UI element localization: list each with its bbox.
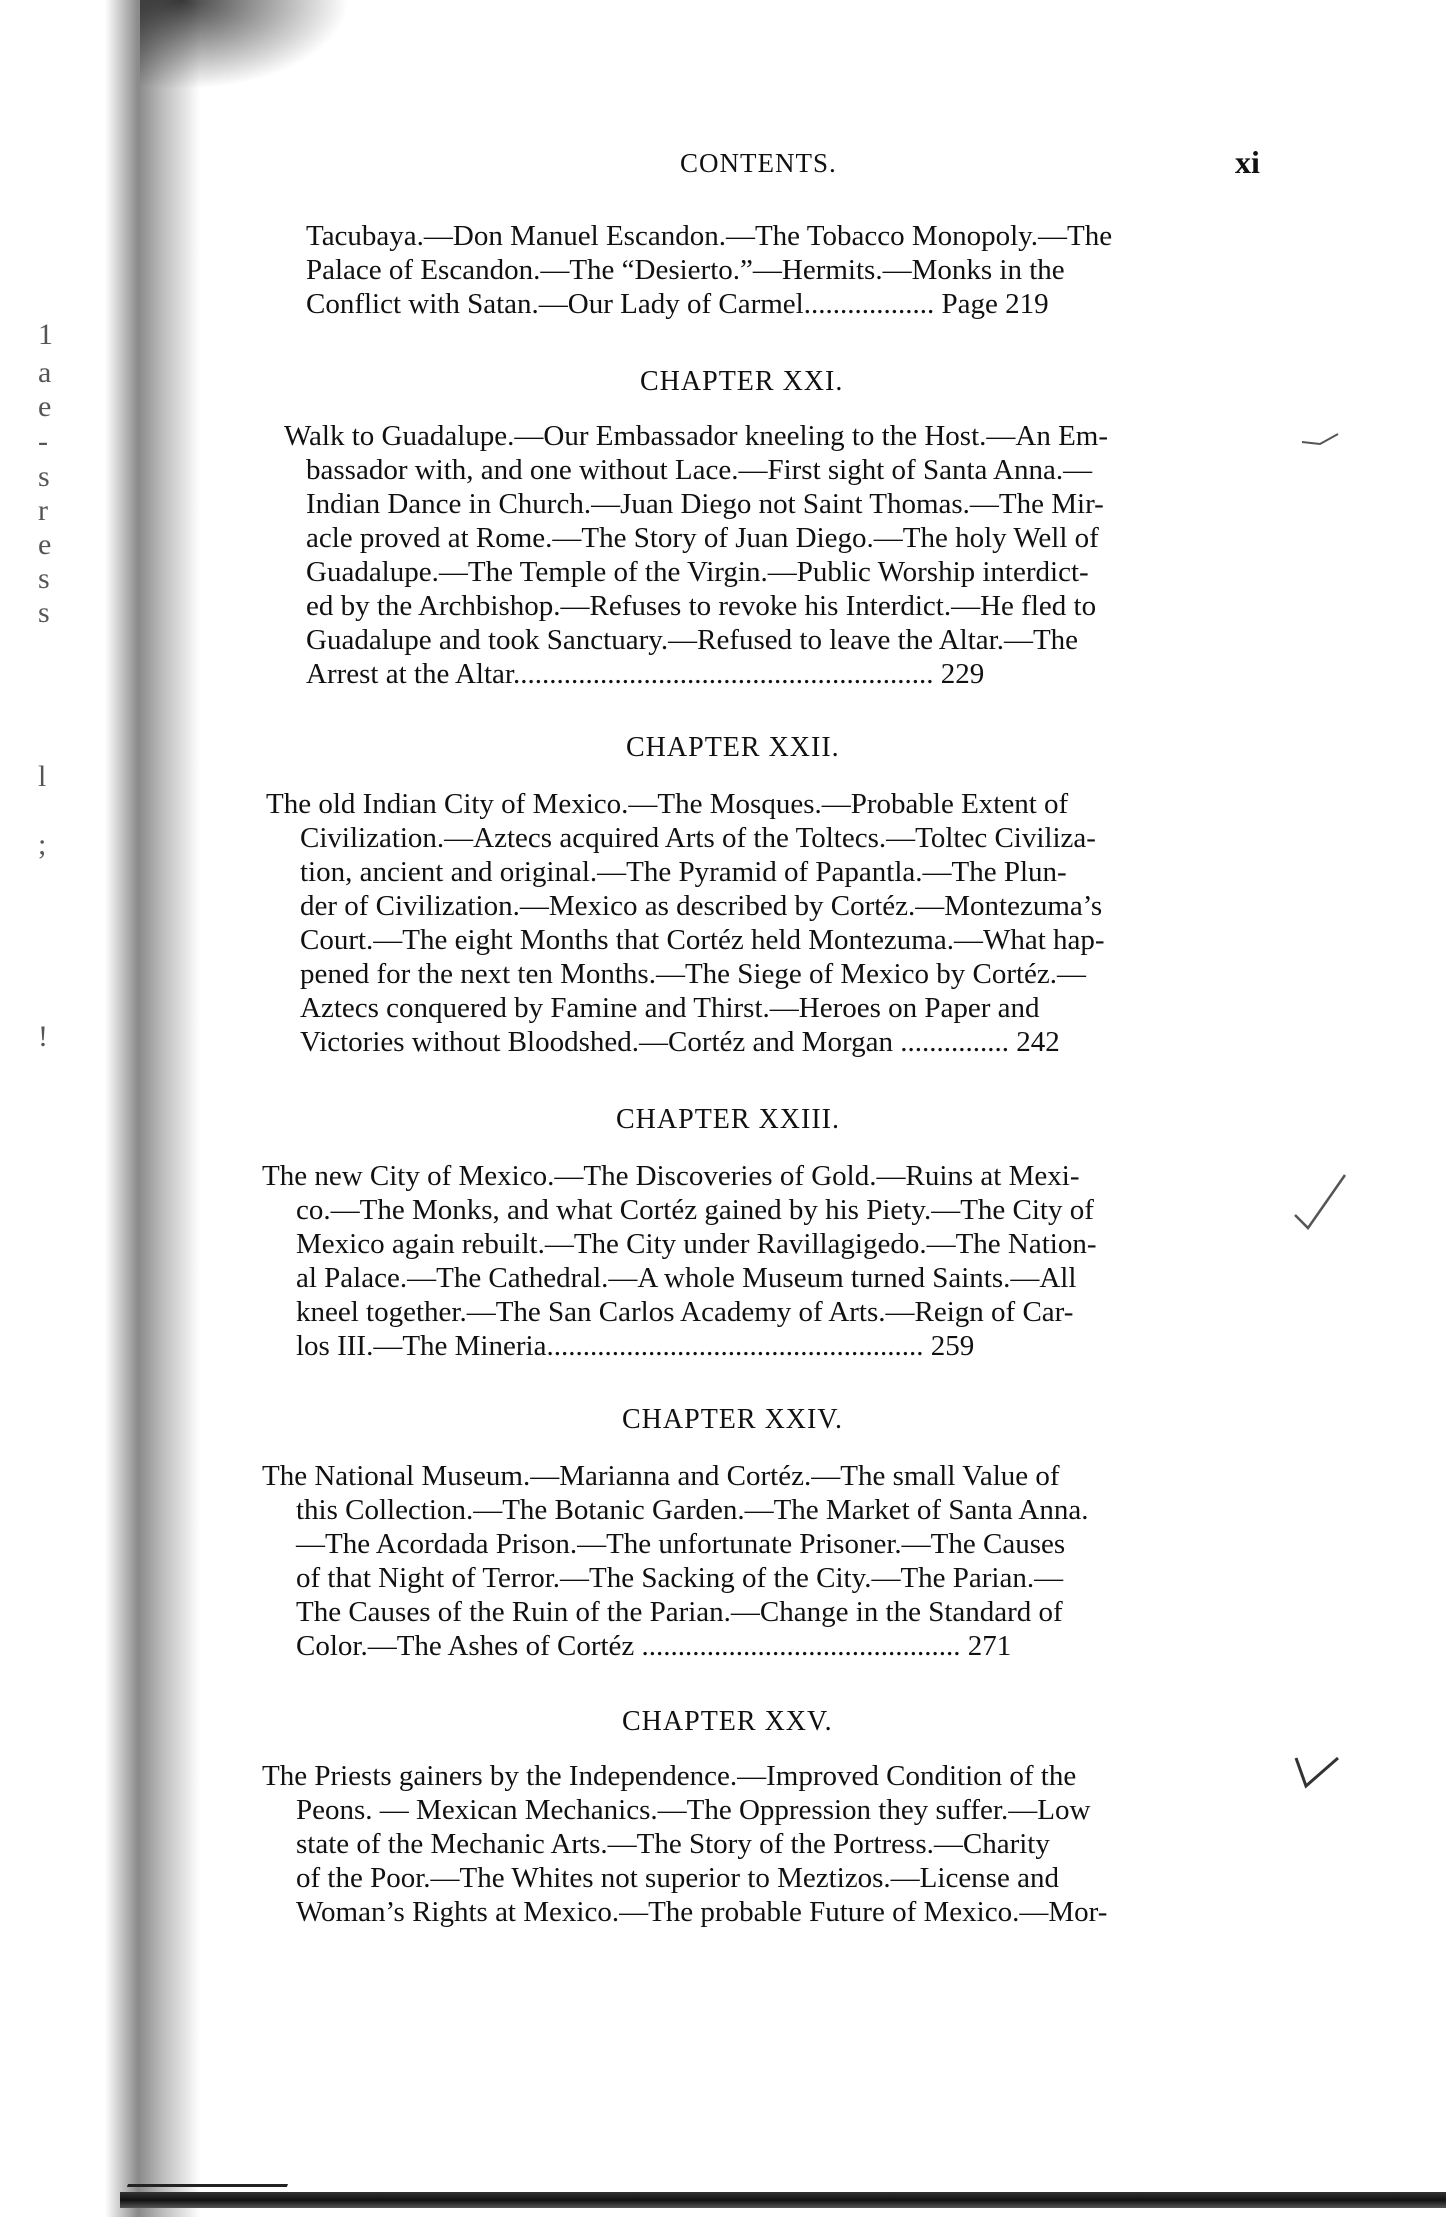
entry-line: los III.—The Mineria.................................................... 259 <box>296 1330 975 1362</box>
entry-line: co.—The Monks, and what Cortéz gained by his Piety.—The City of <box>296 1194 1094 1226</box>
entry-line: Guadalupe and took Sanctuary.—Refused to leave the Altar.—The <box>306 624 1079 656</box>
entry-line: —The Acordada Prison.—The unfortunate Prisoner.—The Causes <box>296 1528 1066 1560</box>
pencil-checkmark-icon <box>1292 1752 1342 1792</box>
entry-line: Tacubaya.—Don Manuel Escandon.—The Tobacco Monopoly.—The <box>306 220 1113 252</box>
margin-bleed-letter: 1 <box>38 318 53 351</box>
entry-line: The Causes of the Ruin of the Parian.—Change in the Standard of <box>296 1596 1063 1628</box>
chapter-heading: CHAPTER XXIII. <box>616 1104 840 1135</box>
margin-bleed-letter: e <box>38 390 52 423</box>
page-title: CONTENTS. <box>680 148 837 178</box>
binding-shadow <box>105 0 200 2217</box>
entry-line: The Priests gainers by the Independence.—Improved Condition of the <box>262 1760 1077 1792</box>
entry-line: Walk to Guadalupe.—Our Embassador kneeling to the Host.—An Em- <box>284 420 1108 452</box>
running-header <box>0 144 1446 188</box>
pencil-dash-icon <box>1300 430 1340 450</box>
entry-line: Conflict with Satan.—Our Lady of Carmel.................. Page 219 <box>306 288 1049 320</box>
entry-line: Victories without Bloodshed.—Cortéz and Morgan ............... 242 <box>300 1026 1060 1058</box>
entry-line: Palace of Escandon.—The “Desierto.”—Hermits.—Monks in the <box>306 254 1065 286</box>
margin-bleed-letter: s <box>38 460 50 493</box>
scan-smudge <box>127 2170 293 2187</box>
entry-line: The old Indian City of Mexico.—The Mosques.—Probable Extent of <box>266 788 1069 820</box>
page-number: xi <box>1235 144 1260 180</box>
entry-line: pened for the next ten Months.—The Siege of Mexico by Cortéz.— <box>300 958 1087 990</box>
chapter-heading: CHAPTER XXIV. <box>622 1404 843 1435</box>
margin-bleed-letter: a <box>38 356 52 389</box>
binding-shadow-top <box>140 0 350 90</box>
entry-line: of that Night of Terror.—The Sacking of the City.—The Parian.— <box>296 1562 1064 1594</box>
margin-bleed-letter: s <box>38 596 50 629</box>
chapter-heading: CHAPTER XXI. <box>640 366 844 397</box>
margin-bleed-letter: r <box>38 494 48 527</box>
entry-line: state of the Mechanic Arts.—The Story of the Portress.—Charity <box>296 1828 1050 1860</box>
chapter-heading: CHAPTER XXII. <box>626 732 840 763</box>
entry-line: Woman’s Rights at Mexico.—The probable Future of Mexico.—Mor- <box>296 1896 1108 1928</box>
entry-line: Guadalupe.—The Temple of the Virgin.—Public Worship interdict- <box>306 556 1089 588</box>
entry-line: Civilization.—Aztecs acquired Arts of the Toltecs.—Toltec Civiliza- <box>300 822 1096 854</box>
entry-line: The new City of Mexico.—The Discoveries of Gold.—Ruins at Mexi- <box>262 1160 1080 1192</box>
entry-line: Color.—The Ashes of Cortéz ............................................ 271 <box>296 1630 1012 1662</box>
entry-line: Aztecs conquered by Famine and Thirst.—Heroes on Paper and <box>300 992 1040 1024</box>
margin-bleed-letter: l <box>38 760 47 793</box>
entry-line: Peons. — Mexican Mechanics.—The Oppression they suffer.—Low <box>296 1794 1091 1826</box>
entry-line: kneel together.—The San Carlos Academy of Arts.—Reign of Car- <box>296 1296 1074 1328</box>
margin-bleed-letter: ; <box>38 828 47 861</box>
entry-line: Court.—The eight Months that Cortéz held Montezuma.—What hap- <box>300 924 1105 956</box>
margin-bleed-letter: e <box>38 528 52 561</box>
entry-line: of the Poor.—The Whites not superior to Meztizos.—License and <box>296 1862 1059 1894</box>
margin-bleed-letter: - <box>38 425 48 458</box>
chapter-heading: CHAPTER XXV. <box>622 1706 833 1737</box>
entry-line: Arrest at the Altar.......................................................... 229 <box>306 658 985 690</box>
entry-line: this Collection.—The Botanic Garden.—The Market of Santa Anna. <box>296 1494 1089 1526</box>
entry-line: bassador with, and one without Lace.—First sight of Santa Anna.— <box>306 454 1093 486</box>
entry-line: tion, ancient and original.—The Pyramid of Papantla.—The Plun- <box>300 856 1067 888</box>
entry-line: The National Museum.—Marianna and Cortéz.—The small Value of <box>262 1460 1060 1492</box>
entry-line: der of Civilization.—Mexico as described by Cortéz.—Montezuma’s <box>300 890 1103 922</box>
scan-bottom-edge <box>120 2192 1446 2208</box>
margin-bleed-letter: ! <box>38 1020 48 1053</box>
entry-line: Mexico again rebuilt.—The City under Ravillagigedo.—The Nation- <box>296 1228 1097 1260</box>
pencil-checkmark-icon <box>1290 1170 1350 1230</box>
entry-line: ed by the Archbishop.—Refuses to revoke his Interdict.—He fled to <box>306 590 1097 622</box>
margin-bleed-letter: s <box>38 562 50 595</box>
entry-line: acle proved at Rome.—The Story of Juan Diego.—The holy Well of <box>306 522 1099 554</box>
entry-line: al Palace.—The Cathedral.—A whole Museum turned Saints.—All <box>296 1262 1077 1294</box>
entry-line: Indian Dance in Church.—Juan Diego not Saint Thomas.—The Mir- <box>306 488 1104 520</box>
